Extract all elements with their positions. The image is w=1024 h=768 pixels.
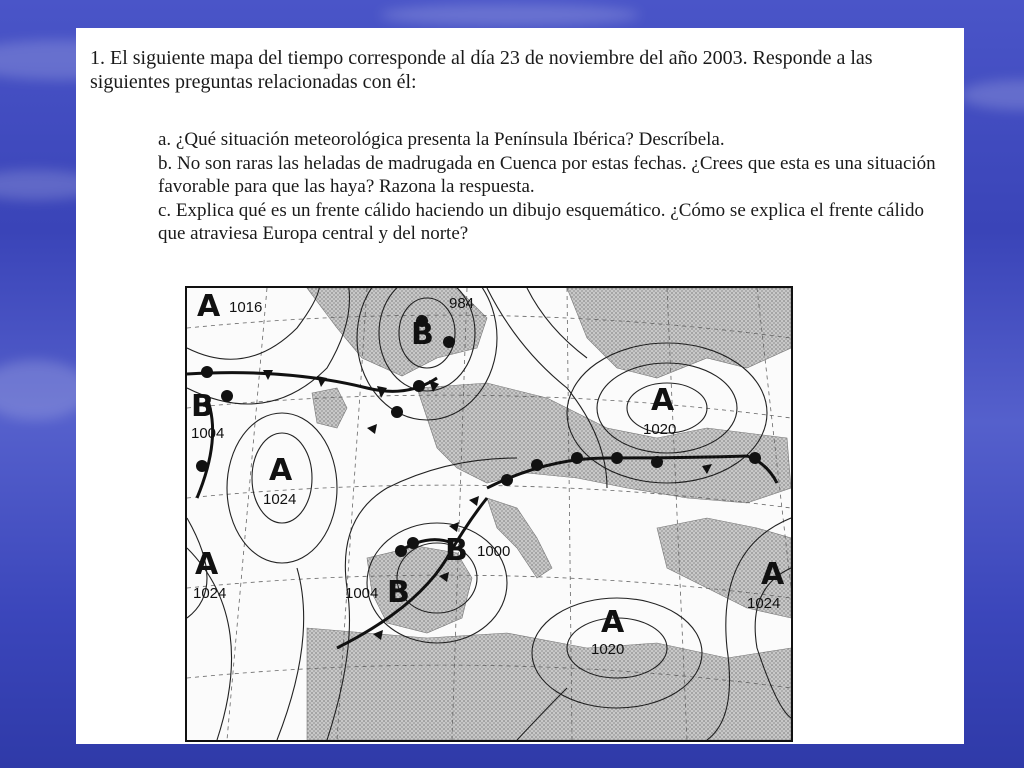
- pressure-center-low: B: [411, 317, 434, 352]
- pressure-value: 984: [449, 295, 475, 312]
- land-north-africa: [307, 628, 791, 740]
- pressure-center-high: A: [761, 557, 785, 592]
- background-streak: [380, 4, 640, 26]
- land-italy-balkans: [487, 498, 552, 578]
- question-item-c: c. Explica qué es un frente cálido haciendo un dibujo esquemático. ¿Cómo se explica el frente cálido que atraviesa Europa central y del norte?: [158, 200, 925, 244]
- weather-map: [185, 286, 793, 742]
- pressure-center-low: B: [387, 575, 410, 610]
- weather-map-drawing: [187, 288, 791, 740]
- background-streak: [960, 80, 1024, 110]
- pressure-value: 1020: [643, 421, 677, 438]
- pressure-value: 1004: [345, 585, 379, 602]
- question-item-b: b. No son raras las heladas de madrugada en Cuenca por estas fechas. ¿Crees que esta es una situación favorable para que las haya? Razona la respuesta.: [158, 153, 936, 197]
- pressure-center-high: A: [195, 547, 219, 582]
- land-central-europe: [417, 383, 791, 503]
- pressure-center-low: B: [191, 389, 214, 424]
- question-item-a: a. ¿Qué situación meteorológica presenta la Península Ibérica? Descríbela.: [158, 129, 725, 150]
- pressure-value: 1020: [591, 641, 625, 658]
- pressure-center-low: B: [445, 533, 468, 568]
- pressure-center-high: A: [269, 453, 293, 488]
- slide-card: [76, 28, 964, 744]
- question-title: 1. El siguiente mapa del tiempo corresponde al día 23 de noviembre del año 2003. Responde a las siguientes preguntas relacionadas con él:: [90, 47, 873, 93]
- pressure-value: 1016: [229, 299, 263, 316]
- front-north: [187, 373, 437, 392]
- land-russia-north: [567, 288, 791, 378]
- land-masses: [307, 288, 791, 740]
- land-british-isles: [312, 388, 347, 428]
- pressure-value: 1024: [193, 585, 227, 602]
- pressure-center-high: A: [601, 605, 625, 640]
- pressure-value: 1024: [747, 595, 781, 612]
- pressure-value: 1000: [477, 543, 511, 560]
- pressure-value: 1024: [263, 491, 297, 508]
- pressure-value: 1004: [191, 425, 225, 442]
- pressure-center-high: A: [651, 383, 675, 418]
- pressure-center-high: A: [197, 289, 221, 324]
